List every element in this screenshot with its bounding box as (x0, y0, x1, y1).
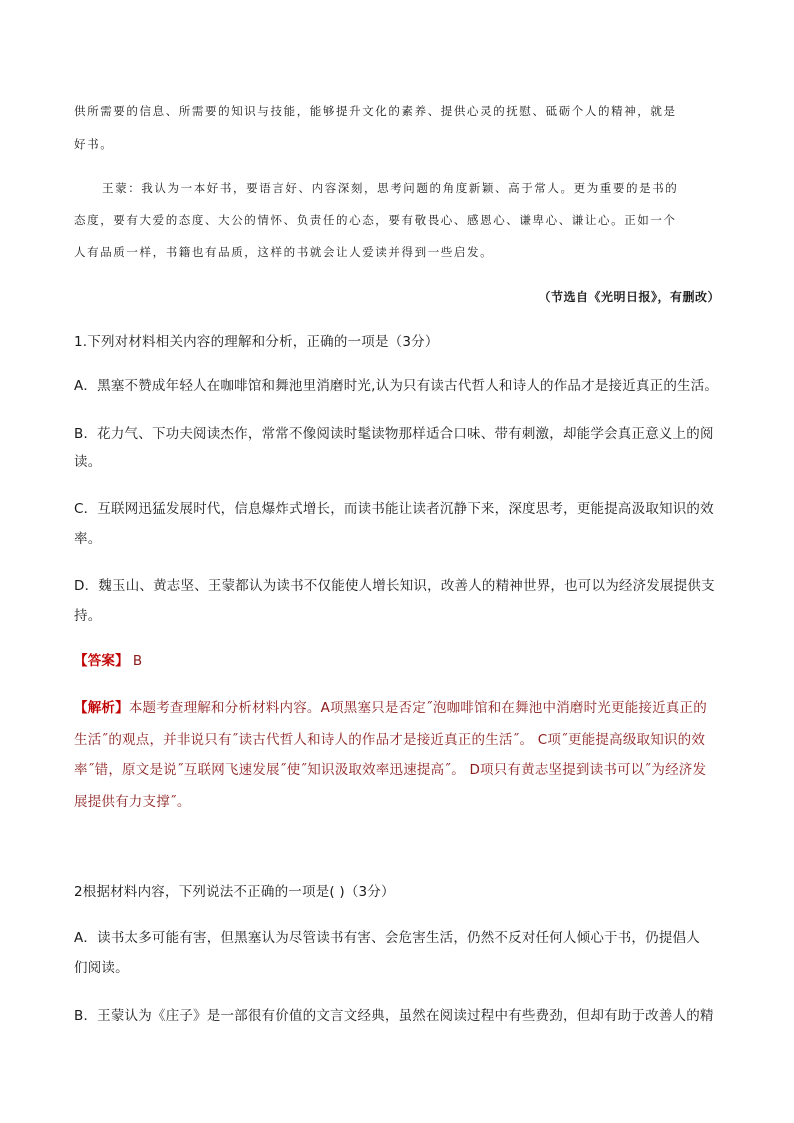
source-citation: （节选自《光明日报》，有删改） (538, 290, 720, 304)
wang-meng-paragraph: 王蒙：我认为一本好书，要语言好、内容深刻，思考问题的角度新颖、高于常人。更为重要的是书的 (102, 181, 679, 195)
answer-label: 【答案】 (74, 653, 129, 669)
question-1-option-b: 读。 (74, 454, 102, 470)
question-1-option-c: 率。 (74, 531, 102, 547)
question-1-option-c: C．互联网迅猛发展时代，信息爆炸式增长，而读书能让读者沉静下来，深度思考，更能提高汲取知识的效 (74, 501, 714, 517)
analysis-line (74, 698, 734, 718)
wang-meng-paragraph: 态度，要有大爱的态度、大公的情怀、负责任的心态，要有敬畏心、感恩心、谦卑心、谦让心。正如一个 (74, 213, 677, 227)
passage-line: 好书。 (74, 137, 114, 151)
analysis-text: 展提供有力支撑˝。 (74, 794, 191, 810)
question-2-option-a: A．读书太多可能有害，但黑塞认为尽管读书有害、会危害生活，仍然不反对任何人倾心于书，仍提倡人 (74, 930, 700, 946)
question-1-stem: 1.下列对材料相关内容的理解和分析，正确的一项是（3分） (74, 334, 439, 350)
analysis-text: 生活˝的观点，并非说只有˝读古代哲人和诗人的作品才是接近真正的生活˝。 C项˝更能提高级取知识的效 (74, 732, 706, 748)
question-1-option-d: 持。 (74, 608, 102, 624)
question-1-option-b: B．花力气、下功夫阅读杰作，常常不像阅读时髦读物那样适合口味、带有刺激，却能学会真正意义上的阅 (74, 426, 714, 442)
answer-value: B (132, 653, 143, 669)
answer-line (74, 651, 734, 671)
wang-meng-paragraph: 人有品质一样，书籍也有品质，这样的书就会让人爱读并得到一些启发。 (74, 245, 494, 259)
passage-line: 供所需要的信息、所需要的知识与技能，能够提升文化的素养、提供心灵的抚慰、砥砺个人的精神，就是 (74, 104, 677, 118)
question-2-option-a: 们阅读。 (74, 960, 129, 976)
analysis-text: 率˝错，原文是说˝互联网飞速发展˝使˝知识汲取效率迅速提高˝。 D项只有黄志坚提到读书可以˝为经济发 (74, 762, 707, 778)
question-1-option-a: A．黑塞不赞成年轻人在咖啡馆和舞池里消磨时光,认为只有读古代哲人和诗人的作品才是接近真正的生活。 (74, 378, 719, 394)
analysis-text: 本题考查理解和分析材料内容。A项黑塞只是否定˝泡咖啡馆和在舞池中消磨时光更能接近真正的 (128, 700, 707, 716)
question-2-stem: 2根据材料内容，下列说法不正确的一项是( )（3分） (74, 884, 395, 900)
question-1-option-d: D．魏玉山、黄志坚、王蒙都认为读书不仅能使人增长知识，改善人的精神世界，也可以为经济发展提供支 (74, 578, 715, 594)
question-2-option-b: B．王蒙认为《庄子》是一部很有价值的文言文经典，虽然在阅读过程中有些费劲，但却有助于改善人的精 (74, 1008, 714, 1024)
analysis-label: 【解析】 (74, 700, 129, 716)
